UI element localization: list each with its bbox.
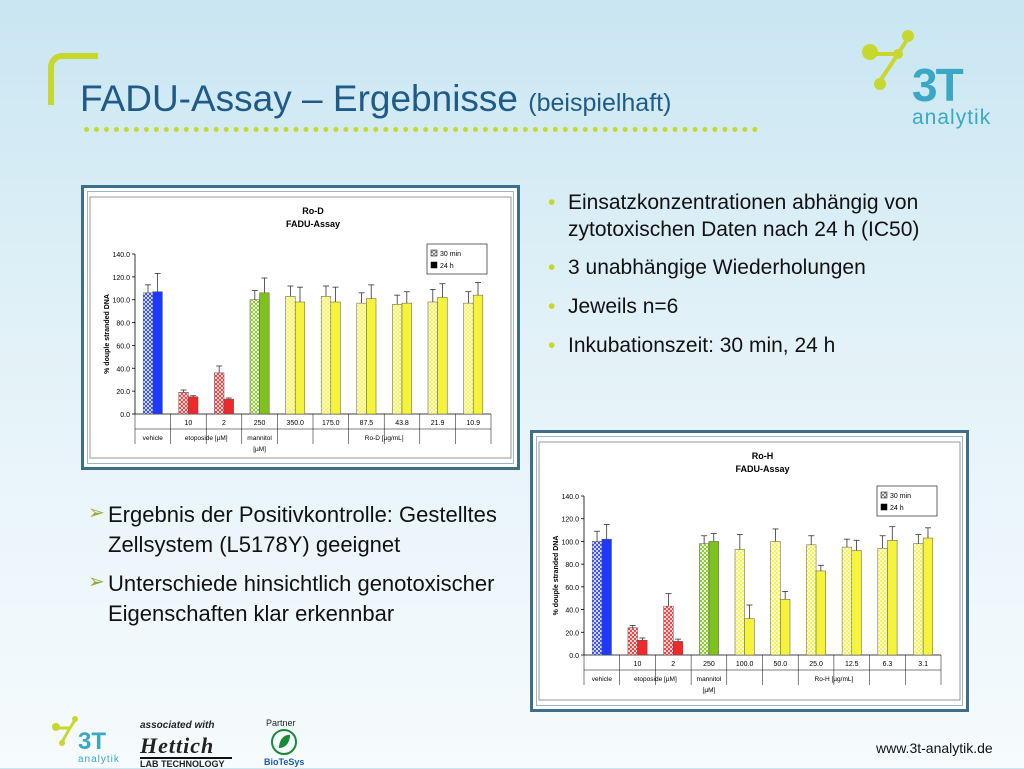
x-tick-label: 50.0 [773, 661, 788, 668]
bar-30-min [771, 541, 781, 655]
bar-30-min [699, 544, 709, 655]
bar-24-h [602, 539, 612, 655]
legend-swatch [431, 262, 437, 268]
bar-30-min [878, 548, 888, 655]
bar-30-min [250, 300, 260, 414]
chart-ro-d [84, 188, 517, 467]
x-tick-label: 350.0 [286, 420, 304, 427]
y-tick-label: 60.0 [116, 343, 130, 351]
y-tick-label: 40.0 [565, 607, 579, 615]
y-tick-label: 20.0 [116, 389, 130, 397]
x-tick-label: 250 [253, 420, 266, 427]
x-tick-label: 25.0 [809, 661, 823, 668]
legend-swatch [881, 492, 887, 498]
arrow-bullet-item [88, 569, 508, 628]
bar-30-min [179, 392, 189, 414]
website-url: www.3t-analytik.de [876, 740, 993, 756]
partner-label: Partner [266, 718, 296, 728]
x-group-label: vehicle [591, 676, 612, 683]
arrow-bullet-item [88, 500, 508, 559]
bullet-item: • Inkubationszeit: 30 min, 24 h [548, 333, 988, 360]
right-bullet-list [548, 190, 988, 371]
bullet-item: • Jeweils n=6 [548, 294, 988, 321]
legend-box [427, 244, 487, 274]
x-tick-label: 10 [184, 420, 193, 427]
x-group-label: Ro-H [µg/mL] [814, 676, 854, 683]
y-tick-label: 80.0 [565, 562, 579, 570]
bar-30-min [664, 606, 674, 655]
left-bullet-list [88, 500, 508, 639]
legend-label: 30 min [890, 493, 912, 500]
bar-30-min [806, 545, 816, 655]
y-tick-label: 120.0 [112, 274, 130, 282]
y-tick-label: 0.0 [120, 412, 130, 419]
bar-30-min [842, 547, 852, 655]
bar-24-h [366, 299, 376, 414]
x-tick-label: 2 [671, 661, 676, 668]
hettich-logo: Hettich [140, 733, 215, 758]
x-group-label-unit: [µM] [253, 446, 266, 453]
chart-title: Ro-H [751, 451, 774, 461]
x-tick-label: 87.5 [359, 420, 374, 427]
legend-label: 30 min [440, 251, 462, 258]
chart-ro-d-frame [81, 185, 520, 470]
bar-30-min [735, 549, 745, 655]
chart-ro-h-frame [530, 430, 969, 712]
x-group-label: Ro-D [µg/mL] [364, 435, 404, 442]
x-group-label: mannitol [696, 676, 722, 683]
bar-30-min [357, 303, 367, 414]
y-tick-label: 120.0 [561, 516, 579, 524]
x-tick-label: 43.8 [395, 420, 409, 427]
legend-swatch [431, 250, 437, 256]
y-axis-label: % douple stranded DNA [104, 294, 111, 374]
chart-title: Ro-D [302, 206, 324, 216]
logo-wordmark: analytik [912, 106, 992, 129]
lab-technology-text: LAB TECHNOLOGY [140, 759, 225, 769]
bar-24-h [188, 397, 198, 414]
bar-24-h [852, 551, 862, 655]
x-group-label: etoposide [µM] [634, 676, 677, 683]
bar-24-h [402, 303, 412, 414]
x-group-label: mannitol [247, 435, 272, 442]
x-tick-label: 21.9 [430, 420, 445, 427]
arrow-bullet-text: Unterschiede hinsichtlich genotoxischer Eigenschaften klar erkennbar [108, 571, 495, 627]
legend-box [877, 486, 937, 516]
y-tick-label: 60.0 [565, 584, 579, 592]
bar-24-h [260, 293, 270, 414]
y-tick-label: 140.0 [561, 494, 579, 501]
bar-30-min [214, 373, 224, 414]
x-tick-label: 10.9 [466, 420, 481, 427]
associated-with-text: associated with [140, 720, 215, 731]
bar-24-h [780, 599, 790, 655]
x-group-label: etoposide [µM] [184, 435, 228, 442]
x-group-label-unit: [µM] [702, 687, 716, 694]
bar-30-min [628, 628, 638, 655]
bar-24-h [923, 538, 933, 655]
footer-logo-mark: 3T [78, 728, 107, 755]
legend-swatch [881, 504, 887, 510]
x-tick-label: 175.0 [322, 420, 340, 427]
bullet-item: • 3 unabhängige Wiederholungen [548, 255, 988, 282]
bar-30-min [464, 303, 474, 414]
y-tick-label: 40.0 [116, 366, 130, 374]
bar-24-h [438, 297, 448, 414]
bar-24-h [745, 619, 755, 655]
bar-24-h [473, 295, 483, 414]
bar-24-h [816, 571, 826, 655]
y-tick-label: 100.0 [112, 297, 130, 305]
title-underline-dots [84, 127, 758, 132]
y-tick-label: 100.0 [561, 539, 579, 547]
x-tick-label: 10 [633, 661, 642, 668]
y-tick-label: 20.0 [565, 630, 579, 638]
page-title [80, 78, 671, 120]
bar-24-h [673, 641, 683, 655]
bar-30-min [143, 293, 153, 414]
bar-30-min [592, 541, 602, 655]
bar-24-h [638, 640, 648, 655]
bar-30-min [914, 544, 924, 655]
x-tick-label: 12.5 [844, 661, 859, 668]
logo-3t-mark: 3T [912, 59, 962, 111]
bar-24-h [295, 302, 305, 414]
chart-ro-h [533, 433, 966, 709]
chart-subtitle: FADU-Assay [735, 464, 790, 474]
bar-24-h [224, 399, 234, 414]
chart-subtitle: FADU-Assay [285, 219, 341, 229]
legend-label: 24 h [440, 263, 454, 270]
bullet-item: • Einsatzkonzentrationen abhängig von zytotoxischen Daten nach 24 h (IC50) [548, 190, 988, 243]
bar-24-h [153, 292, 163, 414]
y-tick-label: 0.0 [569, 653, 579, 660]
page-title-main: FADU-Assay – Ergebnisse [80, 78, 519, 119]
y-tick-label: 140.0 [112, 252, 130, 259]
x-tick-label: 2 [222, 420, 226, 427]
y-tick-label: 80.0 [116, 320, 130, 328]
x-tick-label: 250 [703, 661, 715, 668]
x-tick-label: 3.1 [918, 661, 929, 668]
arrow-bullet-text: Ergebnis der Positivkontrolle: Gestelltes Zellsystem (L5178Y) geeignet [108, 502, 497, 557]
biotesys-text: BioTeSys [264, 757, 305, 767]
x-tick-label: 6.3 [882, 661, 893, 668]
arrow-bullet-icon: ➢ [88, 502, 105, 524]
x-group-label: vehicle [142, 435, 163, 442]
y-axis-label: % douple stranded DNA [553, 535, 560, 616]
bar-24-h [331, 302, 341, 414]
biotesys-leaf-icon [270, 728, 298, 756]
bar-30-min [392, 304, 402, 414]
bar-30-min [428, 302, 438, 414]
bar-24-h [887, 540, 897, 655]
footer-logo-word: analytik [78, 754, 120, 765]
bar-30-min [321, 296, 331, 414]
bar-30-min [286, 296, 296, 414]
legend-label: 24 h [890, 505, 904, 512]
x-tick-label: 100.0 [735, 661, 754, 668]
page-title-sub: (beispielhaft) [528, 89, 672, 117]
bar-24-h [709, 541, 719, 655]
arrow-bullet-icon: ➢ [88, 571, 105, 594]
